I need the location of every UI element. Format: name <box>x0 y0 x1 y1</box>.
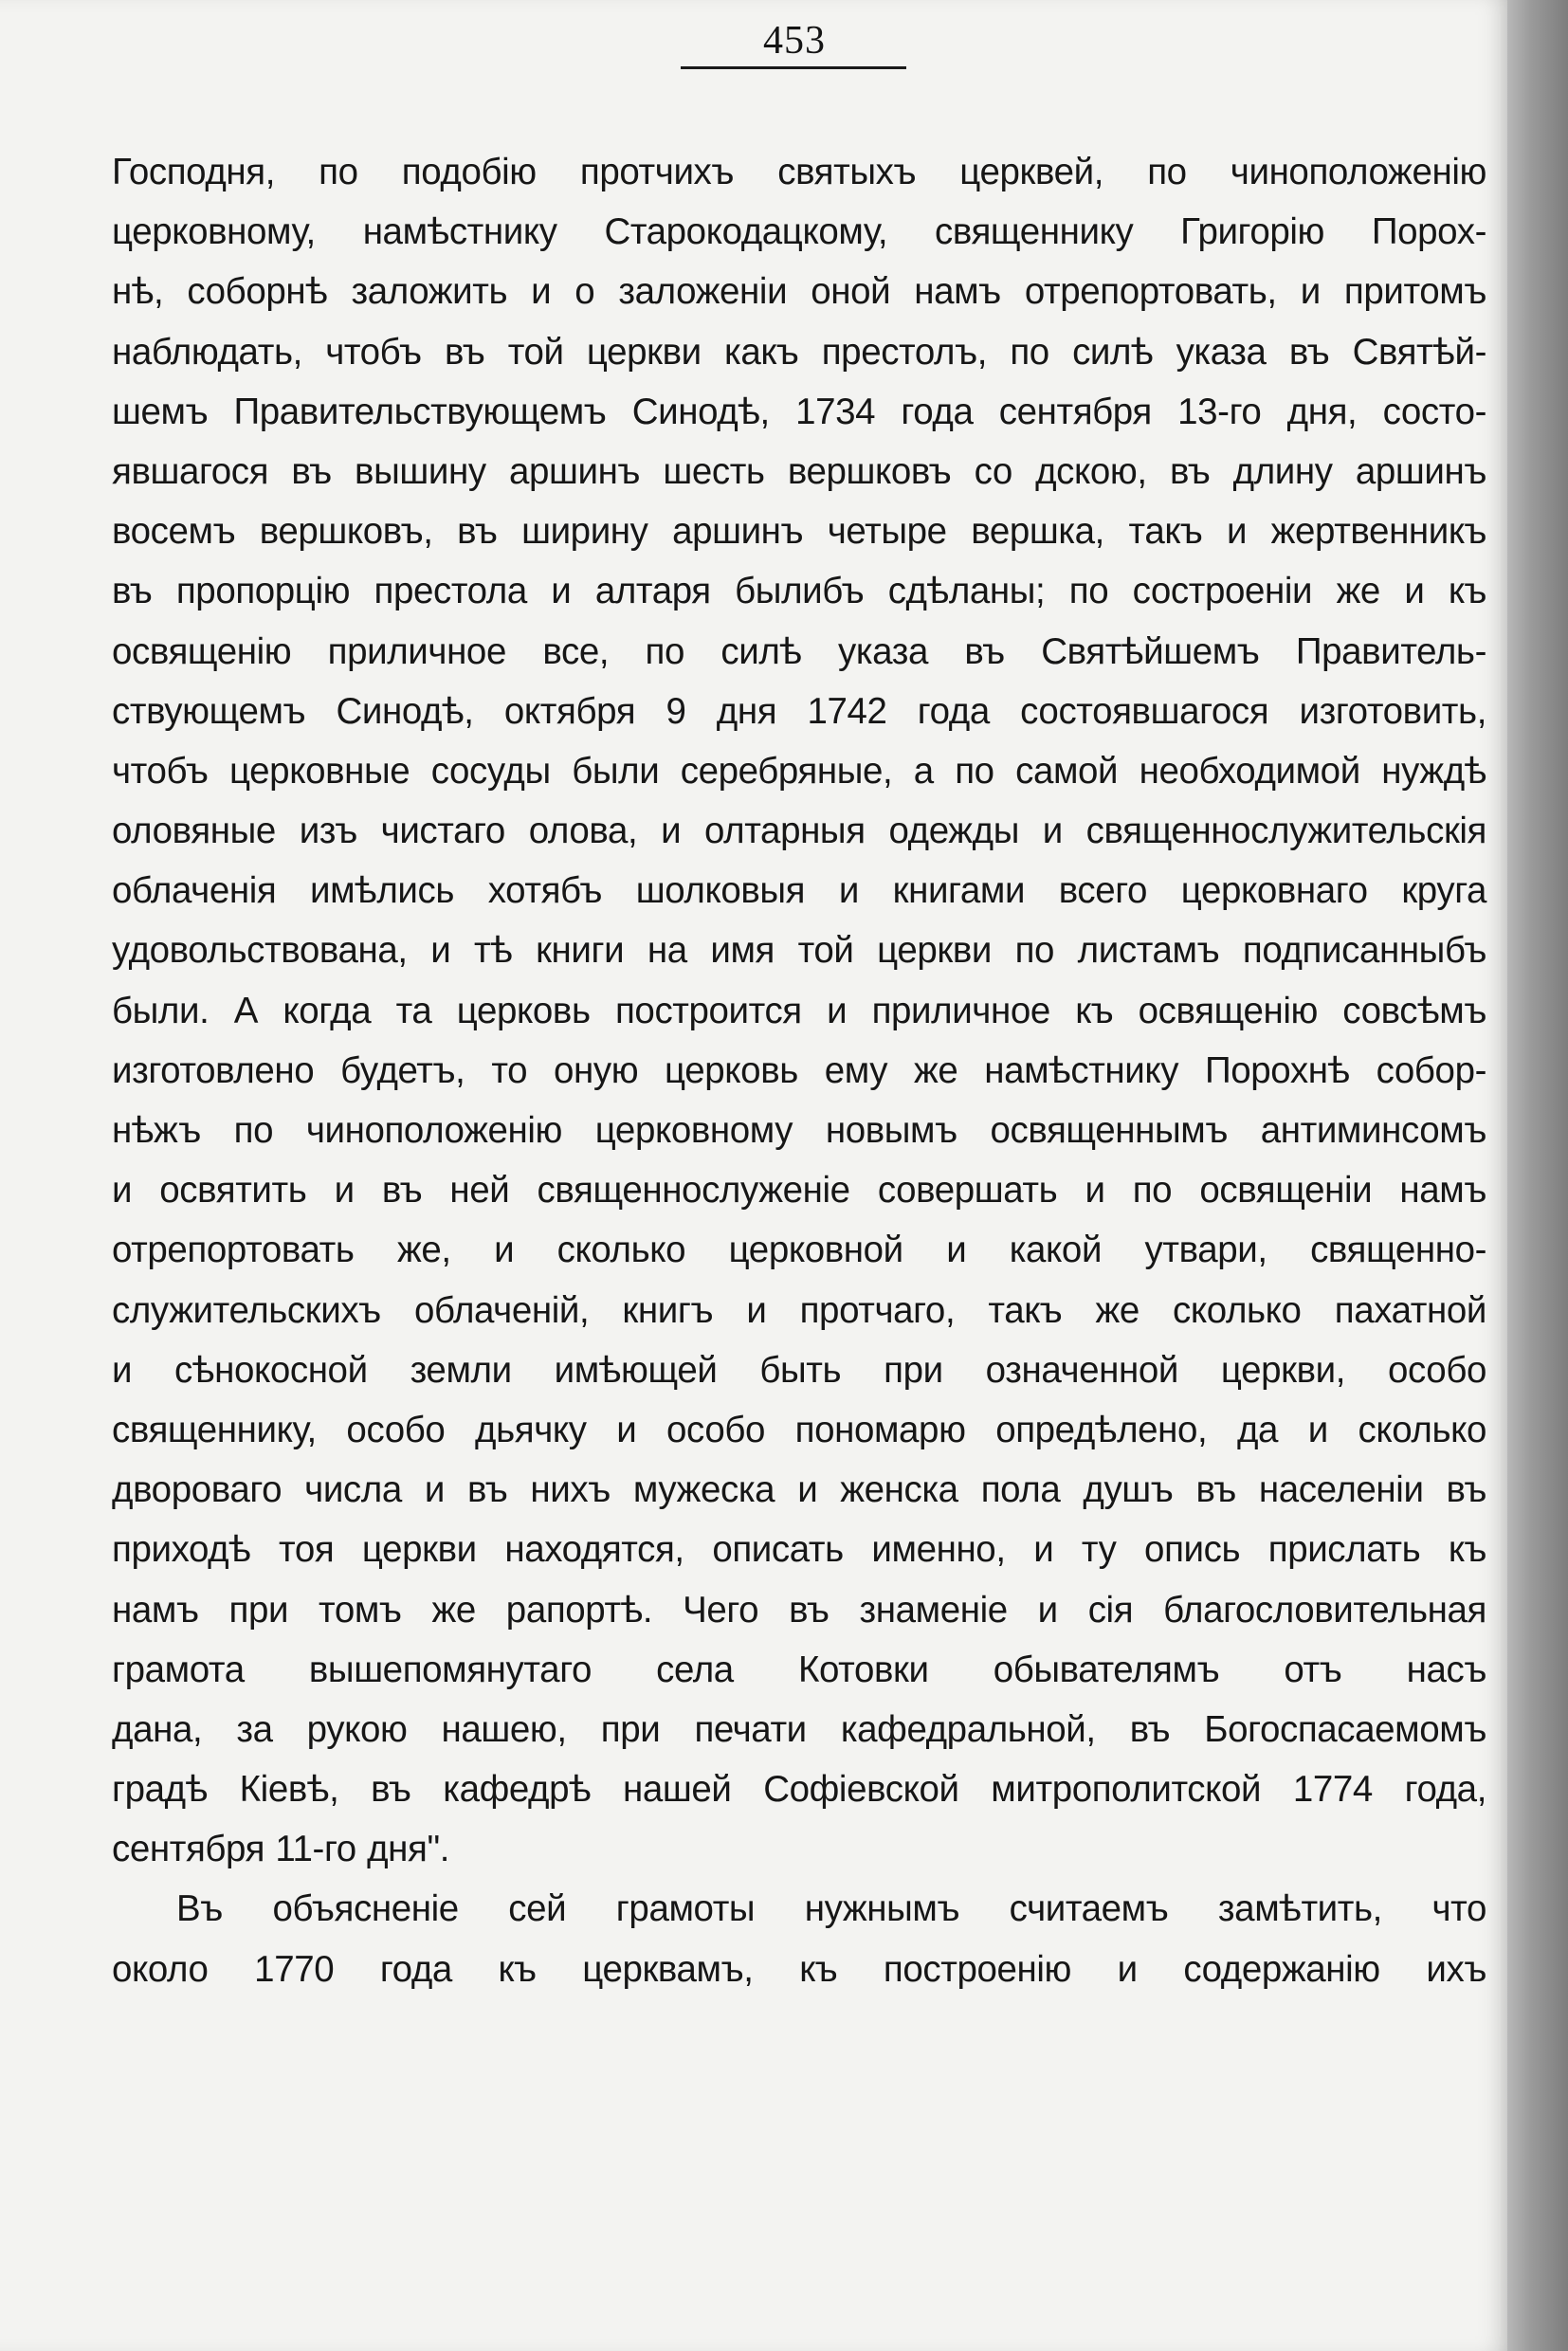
text-line: служительскихъ облаченій, книгъ и протчаго, такъ же сколько пахатной <box>112 1289 1486 1331</box>
text-line: явшагося въ вышину аршинъ шесть вершковъ со дскою, въ длину аршинъ <box>112 450 1486 492</box>
text-line: наблюдать, чтобъ въ той церкви какъ престолъ, по силѣ указа въ Святѣй- <box>112 331 1486 373</box>
text-line: чтобъ церковные сосуды были серебряные, а по самой необходимой нуждѣ <box>112 750 1486 792</box>
text-line: дана, за рукою нашею, при печати кафедральной, въ Богоспасаемомъ <box>112 1708 1486 1750</box>
text-line: были. А когда та церковь построится и приличное къ освященію совсѣмъ <box>112 990 1486 1031</box>
text-line: и сѣнокосной земли имѣющей быть при означенной церкви, особо <box>112 1349 1486 1391</box>
book-gutter <box>1507 0 1568 2351</box>
text-line: изготовлено будетъ, то оную церковь ему же намѣстнику Порохнѣ собор- <box>112 1049 1486 1091</box>
text-line: облаченія имѣлись хотябъ шолковыя и книгами всего церковнаго круга <box>112 870 1486 912</box>
text-line: намъ при томъ же рапортѣ. Чего въ знаменіе и сія благословительная <box>112 1589 1486 1631</box>
text-line: грамота вышепомянутаго села Котовки обывателямъ отъ насъ <box>112 1649 1486 1690</box>
text-line: освященію приличное все, по силѣ указа въ Святѣйшемъ Правитель- <box>112 630 1486 672</box>
body-text <box>112 142 1486 1999</box>
text-line: сентября 11-го дня". <box>112 1829 450 1870</box>
text-line: оловяные изъ чистаго олова, и олтарныя одежды и священнослужительскія <box>112 811 1486 852</box>
text-line: въ пропорцію престола и алтаря былибъ сдѣланы; по состроеніи же и къ <box>112 571 1486 612</box>
text-line: шемъ Правительствующемъ Синодѣ, 1734 года сентября 13-го дня, состо- <box>112 391 1486 432</box>
page-number: 453 <box>763 19 826 63</box>
page-number-rule <box>681 66 906 69</box>
text-line: священнику, особо дьячку и особо пономарю опредѣлено, да и сколько <box>112 1409 1486 1450</box>
text-line: приходѣ тоя церкви находятся, описать именно, и ту опись прислать къ <box>112 1529 1486 1571</box>
text-line: около 1770 года къ церквамъ, къ построенію и содержанію ихъ <box>112 1948 1486 1990</box>
text-line: двороваго числа и въ нихъ мужеска и женска пола душъ въ населеніи въ <box>112 1469 1486 1511</box>
text-line: удовольствована, и тѣ книги на имя той церкви по листамъ подписанныбъ <box>112 930 1486 972</box>
text-line: восемъ вершковъ, въ ширину аршинъ четыре вершка, такъ и жертвенникъ <box>112 511 1486 553</box>
text-line: церковному, намѣстнику Старокодацкому, священнику Григорію Порох- <box>112 211 1486 253</box>
text-line: Господня, по подобію протчихъ святыхъ церквей, по чиноположенію <box>112 152 1486 192</box>
text-line: нѣжъ по чиноположенію церковному новымъ освященнымъ антиминсомъ <box>112 1110 1486 1151</box>
text-line: градѣ Кіевѣ, въ кафедрѣ нашей Софіевской митрополитской 1774 года, <box>112 1769 1486 1811</box>
text-line: нѣ, соборнѣ заложить и о заложеніи оной намъ отрепортовать, и притомъ <box>112 271 1486 313</box>
paragraph-first-line: Въ объясненіе сей грамоты нужнымъ считаемъ замѣтить, что <box>176 1888 1486 1930</box>
text-line: и освятить и въ ней священнослуженіе совершать и по освященіи намъ <box>112 1170 1486 1212</box>
text-line: ствующемъ Синодѣ, октября 9 дня 1742 года состоявшагося изготовить, <box>112 690 1486 732</box>
text-line: отрепортовать же, и сколько церковной и какой утвари, священно- <box>112 1230 1486 1271</box>
